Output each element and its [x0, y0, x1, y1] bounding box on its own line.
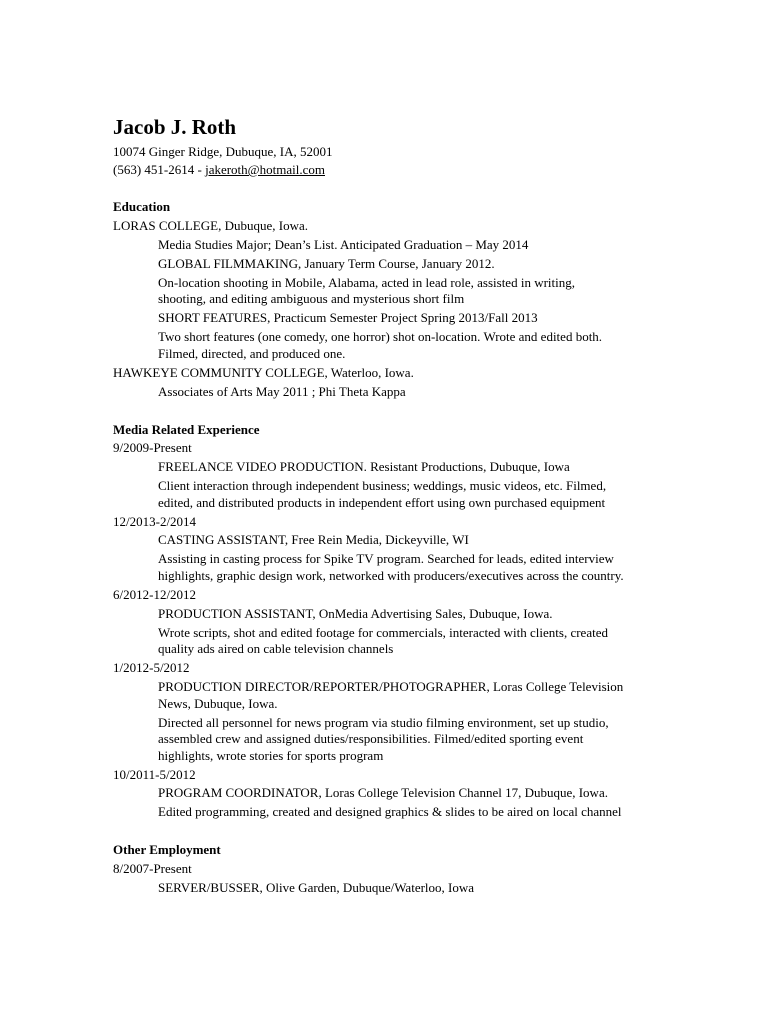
address-line: 10074 Ginger Ridge, Dubuque, IA, 52001 — [113, 144, 333, 159]
job-description: Assisting in casting process for Spike TV program. Searched for leads, edited interview — [158, 551, 614, 566]
job-dates: 8/2007-Present — [113, 861, 192, 876]
job-role: PRODUCTION ASSISTANT, OnMedia Advertising Sales, Dubuque, Iowa. — [158, 606, 553, 621]
candidate-name: Jacob J. Roth — [113, 115, 237, 139]
education-line: Associates of Arts May 2011 ; Phi Theta Kappa — [158, 384, 406, 399]
job-description: highlights, graphic design work, networked with producers/executives across the country. — [158, 568, 624, 583]
education-heading: Education — [113, 199, 171, 214]
job-role: SERVER/BUSSER, Olive Garden, Dubuque/Waterloo, Iowa — [158, 880, 475, 895]
contact-line — [113, 161, 333, 179]
job-dates: 10/2011-5/2012 — [113, 767, 196, 782]
resume-header — [113, 114, 333, 179]
phone-number: (563) 451-2614 - — [113, 162, 206, 177]
job-role: PRODUCTION DIRECTOR/REPORTER/PHOTOGRAPHER, Loras College Television — [158, 679, 624, 694]
education-line: Filmed, directed, and produced one. — [158, 346, 346, 361]
email-link[interactable]: jakeroth@hotmail.com — [205, 162, 325, 177]
job-description: Edited programming, created and designed graphics & slides to be aired on local channel — [158, 804, 622, 819]
education-line: shooting, and editing ambiguous and mysterious short film — [158, 291, 465, 306]
job-dates: 9/2009-Present — [113, 440, 192, 455]
job-description: Directed all personnel for news program via studio filming environment, set up studio, — [158, 715, 609, 730]
education-line: Two short features (one comedy, one horror) shot on-location. Wrote and edited both. — [158, 329, 603, 344]
job-description: Wrote scripts, shot and edited footage for commercials, interacted with clients, created — [158, 625, 608, 640]
job-dates: 6/2012-12/2012 — [113, 587, 197, 602]
job-role: News, Dubuque, Iowa. — [158, 696, 278, 711]
job-dates: 12/2013-2/2014 — [113, 514, 197, 529]
education-line: On-location shooting in Mobile, Alabama, acted in lead role, assisted in writing, — [158, 275, 575, 290]
job-role: PROGRAM COORDINATOR, Loras College Television Channel 17, Dubuque, Iowa. — [158, 785, 608, 800]
job-dates: 1/2012-5/2012 — [113, 660, 190, 675]
education-line: GLOBAL FILMMAKING, January Term Course, January 2012. — [158, 256, 495, 271]
job-description: highlights, wrote stories for sports program — [158, 748, 384, 763]
education-loras: LORAS COLLEGE, Dubuque, Iowa. — [113, 218, 308, 233]
job-role: CASTING ASSISTANT, Free Rein Media, Dickeyville, WI — [158, 532, 469, 547]
job-role: FREELANCE VIDEO PRODUCTION. Resistant Productions, Dubuque, Iowa — [158, 459, 570, 474]
education-line: Media Studies Major; Dean’s List. Anticipated Graduation – May 2014 — [158, 237, 529, 252]
education-hawkeye: HAWKEYE COMMUNITY COLLEGE, Waterloo, Iowa. — [113, 365, 414, 380]
education-line: SHORT FEATURES, Practicum Semester Project Spring 2013/Fall 2013 — [158, 310, 538, 325]
media-experience-heading: Media Related Experience — [113, 422, 260, 437]
job-description: assembled crew and assigned duties/responsibilities. Filmed/edited sporting event — [158, 731, 584, 746]
job-description: Client interaction through independent business; weddings, music videos, etc. Filmed, — [158, 478, 607, 493]
other-employment-heading: Other Employment — [113, 842, 221, 857]
job-description: edited, and distributed products in independent effort using own purchased equipment — [158, 495, 606, 510]
job-description: quality ads aired on cable television channels — [158, 641, 394, 656]
